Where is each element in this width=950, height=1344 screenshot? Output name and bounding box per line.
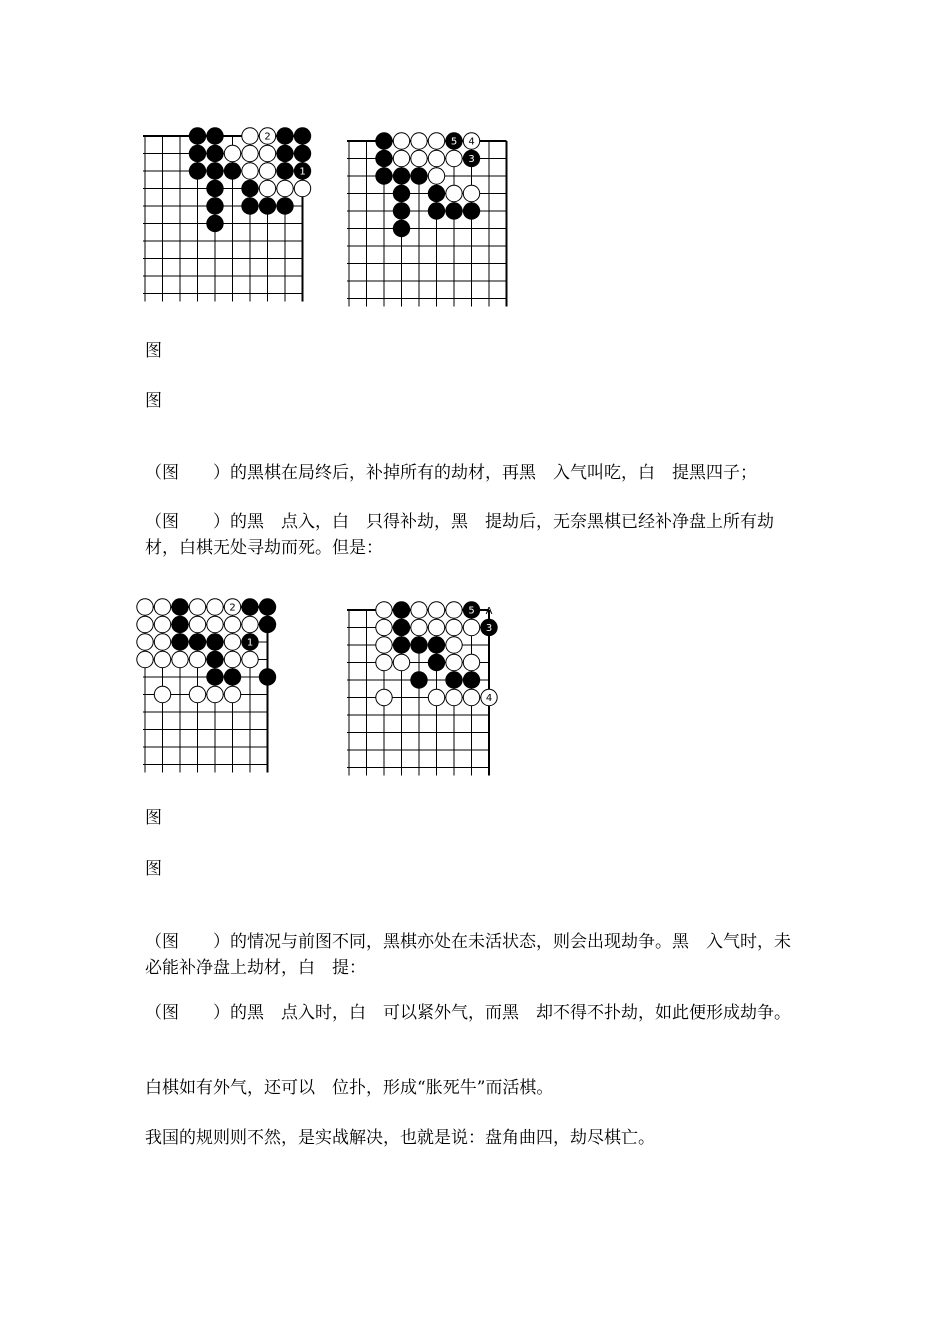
black-stone <box>294 145 310 161</box>
black-stone <box>224 669 240 685</box>
black-stone <box>207 180 223 196</box>
white-stone <box>446 637 462 653</box>
go-diagram-1 <box>145 126 325 311</box>
black-stone <box>207 128 223 144</box>
white-stone <box>463 185 479 201</box>
white-stone <box>376 637 392 653</box>
black-stone <box>428 203 444 219</box>
go-board-1 <box>145 126 325 311</box>
white-stone <box>428 133 444 149</box>
black-stone <box>207 163 223 179</box>
black-stone <box>172 599 188 615</box>
move-number: 4 <box>468 136 475 148</box>
white-stone <box>428 150 444 166</box>
black-stone <box>411 637 427 653</box>
white-stone <box>446 150 462 166</box>
move-number: 5 <box>468 605 475 617</box>
white-stone <box>189 651 205 667</box>
black-stone <box>242 634 258 650</box>
white-stone <box>446 602 462 618</box>
black-stone <box>393 602 409 618</box>
black-stone <box>446 203 462 219</box>
black-stone <box>189 163 205 179</box>
move-number: 1 <box>299 166 306 178</box>
white-stone <box>137 651 153 667</box>
white-stone <box>411 602 427 618</box>
paragraph-4: （图 ）的黑 点入时，白 可以紧外气，而黑 却不得不扑劫，如此便形成劫争。 <box>145 1003 791 1023</box>
black-stone <box>463 203 479 219</box>
black-stone <box>207 215 223 231</box>
black-stone <box>428 654 444 670</box>
white-stone <box>411 150 427 166</box>
go-board-3 <box>145 597 325 782</box>
white-stone <box>207 599 223 615</box>
black-stone <box>393 185 409 201</box>
black-stone <box>277 128 293 144</box>
paragraph-3: （图 ）的情况与前图不同，黑棋亦处在未活状态，则会出现劫争。黑 入气时，未必能补净盘上劫材，白 提： <box>145 932 791 978</box>
white-stone <box>224 686 240 702</box>
point-label-marker: A <box>485 606 493 617</box>
white-stone <box>242 145 258 161</box>
black-stone <box>376 133 392 149</box>
black-stone <box>393 168 409 184</box>
white-stone <box>376 619 392 635</box>
white-stone <box>376 689 392 705</box>
white-stone <box>172 651 188 667</box>
black-stone <box>259 669 275 685</box>
black-stone <box>411 672 427 688</box>
paragraph-1: （图 ）的黑棋在局终后，补掉所有的劫材，再黑 入气叫吃，白 提黑四子； <box>145 463 757 483</box>
black-stone <box>294 128 310 144</box>
white-stone <box>137 599 153 615</box>
black-stone <box>172 616 188 632</box>
black-stone <box>242 599 258 615</box>
black-stone <box>189 634 205 650</box>
white-stone <box>463 619 479 635</box>
black-stone <box>277 198 293 214</box>
move-number: 2 <box>229 602 236 614</box>
white-stone <box>428 602 444 618</box>
white-stone <box>446 619 462 635</box>
black-stone <box>428 185 444 201</box>
black-stone <box>376 168 392 184</box>
black-stone <box>446 672 462 688</box>
go-board-2 <box>349 131 529 316</box>
white-stone <box>428 619 444 635</box>
board-grid <box>143 136 306 302</box>
black-stone <box>481 619 497 635</box>
white-stone <box>463 133 479 149</box>
black-stone <box>393 203 409 219</box>
white-stone <box>411 133 427 149</box>
black-stone <box>207 634 223 650</box>
black-stone <box>207 669 223 685</box>
black-stone <box>446 133 462 149</box>
paragraph-5: 白棋如有外气，还可以 位扑，形成“胀死牛”而活棋。 <box>145 1078 554 1098</box>
white-stone <box>224 616 240 632</box>
white-stone <box>259 180 275 196</box>
white-stone <box>242 163 258 179</box>
white-stone <box>189 616 205 632</box>
black-stone <box>189 128 205 144</box>
white-stone <box>259 163 275 179</box>
white-stone <box>393 150 409 166</box>
white-stone <box>376 654 392 670</box>
black-stone <box>393 220 409 236</box>
black-stone <box>277 145 293 161</box>
paragraph-2: （图 ）的黑 点入，白 只得补劫，黑 提劫后，无奈黑棋已经补净盘上所有劫材，白棋无处寻劫而死。但是： <box>145 512 774 558</box>
black-stone <box>242 180 258 196</box>
black-stone <box>428 637 444 653</box>
white-stone <box>259 145 275 161</box>
black-stone <box>277 163 293 179</box>
white-stone <box>154 686 170 702</box>
black-stone <box>242 198 258 214</box>
go-board-4 <box>349 600 529 785</box>
white-stone <box>393 654 409 670</box>
diagram-caption-3: 图 <box>145 808 162 828</box>
white-stone <box>242 128 258 144</box>
black-stone <box>259 616 275 632</box>
black-stone <box>207 198 223 214</box>
black-stone <box>189 145 205 161</box>
go-diagram-4 <box>349 600 529 785</box>
black-stone <box>463 602 479 618</box>
go-diagram-2 <box>349 131 529 316</box>
black-stone <box>463 672 479 688</box>
white-stone <box>294 180 310 196</box>
black-stone <box>207 145 223 161</box>
board-grid <box>347 141 507 307</box>
white-stone <box>137 616 153 632</box>
diagram-caption-2: 图 <box>145 391 162 411</box>
black-stone <box>259 599 275 615</box>
black-stone <box>376 150 392 166</box>
move-number: 1 <box>246 637 254 649</box>
move-number: 4 <box>485 693 493 704</box>
move-number: 5 <box>450 136 458 148</box>
white-stone <box>411 619 427 635</box>
white-stone <box>189 599 205 615</box>
white-stone <box>463 654 479 670</box>
black-stone <box>172 634 188 650</box>
white-stone <box>428 168 444 184</box>
white-stone <box>259 128 275 144</box>
black-stone <box>393 619 409 635</box>
white-stone <box>242 651 258 667</box>
black-stone <box>224 163 240 179</box>
white-stone <box>446 689 462 705</box>
white-stone <box>154 616 170 632</box>
white-stone <box>189 686 205 702</box>
black-stone <box>207 651 223 667</box>
white-stone <box>446 185 462 201</box>
black-stone <box>259 198 275 214</box>
move-number: 2 <box>264 131 271 143</box>
white-stone <box>224 634 240 650</box>
paragraph-6: 我国的规则则不然，是实战解决，也就是说：盘角曲四，劫尽棋亡。 <box>145 1128 655 1148</box>
white-stone <box>207 686 223 702</box>
white-stone <box>224 651 240 667</box>
white-stone <box>207 616 223 632</box>
white-stone <box>277 180 293 196</box>
white-stone <box>481 689 497 705</box>
diagram-caption-1: 图 <box>145 341 162 361</box>
move-number: 3 <box>485 623 493 634</box>
diagram-caption-4: 图 <box>145 859 162 879</box>
white-stone <box>154 651 170 667</box>
white-stone <box>224 599 240 615</box>
white-stone <box>224 145 240 161</box>
black-stone <box>393 637 409 653</box>
white-stone <box>137 634 153 650</box>
white-stone <box>376 602 392 618</box>
black-stone <box>463 150 479 166</box>
go-diagram-3 <box>145 597 325 782</box>
white-stone <box>446 654 462 670</box>
white-stone <box>428 689 444 705</box>
white-stone <box>463 689 479 705</box>
white-stone <box>154 599 170 615</box>
black-stone <box>294 163 310 179</box>
black-stone <box>411 168 427 184</box>
white-stone <box>242 616 258 632</box>
white-stone <box>154 634 170 650</box>
white-stone <box>393 133 409 149</box>
move-number: 3 <box>468 154 475 165</box>
